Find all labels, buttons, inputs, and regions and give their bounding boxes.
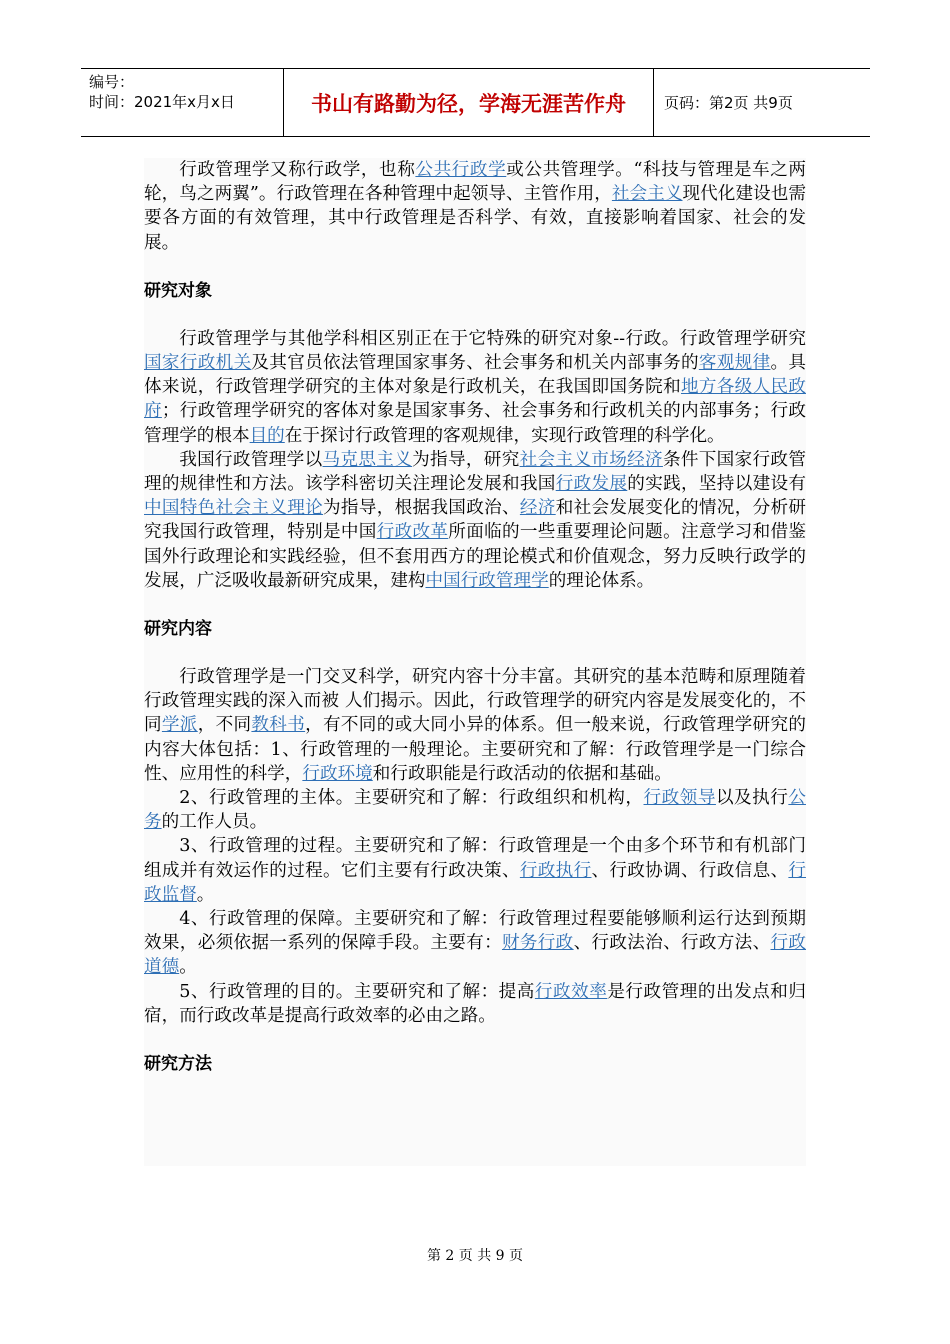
text-segment: 行政管理学又称行政学，也称 <box>179 160 416 180</box>
hyperlink[interactable]: 行政改革 <box>376 522 449 543</box>
hyperlink[interactable]: 行政执行 <box>519 860 592 881</box>
text-segment: 行政管理学是一门交叉科学，研究内容十分丰富。其研究的基本范畴和原理随着行政管理实践的深入而被 人们揭示。因此，行政管理学的研究内容是发展变化的，不同 <box>144 667 806 736</box>
text-segment: 。 <box>196 884 215 905</box>
text-segment: 的工作人员。 <box>161 812 268 833</box>
hyperlink[interactable]: 社会主义市场经济 <box>519 449 663 470</box>
hyperlink[interactable]: 财务行政 <box>501 933 574 954</box>
document-number-label: 编号： <box>89 73 135 91</box>
text-segment: 。具体来说，行政管理学研究的主体对象是行政机关，在我国即国务院和 <box>144 353 806 398</box>
paragraph-intro <box>144 158 806 255</box>
hyperlink[interactable]: 地方各级人民政府 <box>144 377 806 422</box>
paragraph-content-purpose <box>144 980 806 1028</box>
text-segment: 行政管理学与其他学科相区别正在于它特殊的研究对象--行政。行政管理学研究 <box>179 328 806 349</box>
text-segment: 的理论体系。 <box>548 570 655 591</box>
header-page-number: 页码：第2页 共9页 <box>664 94 793 112</box>
text-segment: 、行政协调、行政信息、 <box>591 860 789 881</box>
header-meta <box>81 69 284 136</box>
text-segment: 为指导，研究 <box>412 449 520 470</box>
hyperlink[interactable]: 社会主义 <box>611 184 683 205</box>
hyperlink[interactable]: 经济 <box>519 498 556 519</box>
paragraph-content-guarantee <box>144 907 806 980</box>
text-segment: 为指导，根据我国政治、 <box>323 498 520 519</box>
paragraph-research-object <box>144 327 806 448</box>
hyperlink[interactable]: 公共行政学 <box>415 160 507 180</box>
text-segment: ，不同 <box>197 715 252 736</box>
text-segment: 所面临的一些重要理论问题。注意学习和借鉴国外行政理论和实践经验，但不套用西方的理论模式和价值观念，努力反映行政学的发展，广泛吸收最新研究成果，建构 <box>144 522 806 591</box>
hyperlink[interactable]: 学派 <box>161 715 198 736</box>
heading-research-content: 研究内容 <box>144 619 212 640</box>
hyperlink[interactable]: 行政效率 <box>534 981 608 1002</box>
document-body <box>144 158 806 1166</box>
text-segment: 、行政法治、行政方法、 <box>573 933 771 954</box>
heading-research-object: 研究对象 <box>144 280 212 301</box>
page-header <box>81 68 870 137</box>
paragraph-content-process <box>144 834 806 907</box>
document-time-label: 时间：2021年x月x日 <box>89 93 235 111</box>
text-segment: 的实践，坚持以建设有 <box>627 474 806 495</box>
hyperlink[interactable]: 中国特色社会主义理论 <box>144 498 323 519</box>
hyperlink[interactable]: 行政发展 <box>555 474 628 495</box>
text-segment: ，有不同的或大同小异的体系。但一般来说，行政管理学研究的内容大体包括：1、行政管理的一般理论。主要研究和了解：行政管理学是一门综合性、应用性的科学， <box>144 715 806 784</box>
text-segment: 条件下国家行政管理的规律性和方法。该学科密切关注理论发展和我国 <box>144 449 806 495</box>
hyperlink[interactable]: 教科书 <box>251 715 306 736</box>
heading-research-method: 研究方法 <box>144 1054 212 1075</box>
text-segment: 我国行政管理学以 <box>179 449 323 470</box>
hyperlink[interactable]: 公务 <box>144 788 806 833</box>
text-segment: 2、行政管理的主体。主要研究和了解：行政组织和机构， <box>179 788 644 809</box>
hyperlink[interactable]: 中国行政管理学 <box>425 570 549 591</box>
text-segment: 或公共管理学。“科技与管理是车之两轮，鸟之两翼”。行政管理在各种管理中起领导、主管作用， <box>144 160 806 205</box>
hyperlink[interactable]: 行政道德 <box>144 933 806 978</box>
text-segment: 和社会发展变化的情况，分析研究我国行政管理，特别是中国 <box>144 498 806 543</box>
paragraph-research-content <box>144 665 806 786</box>
hyperlink[interactable]: 行政领导 <box>643 788 716 809</box>
hyperlink[interactable]: 客观规律 <box>698 353 771 374</box>
text-segment: 4、行政管理的保障。主要研究和了解：行政管理过程要能够顺利运行达到预期效果，必须依据一系列的保障手段。主要有： <box>144 909 806 954</box>
header-motto: 书山有路勤为径，学海无涯苦作舟 <box>284 69 654 136</box>
page-footer: 第 2 页 共 9 页 <box>426 1248 524 1264</box>
hyperlink[interactable]: 行政环境 <box>302 763 373 784</box>
hyperlink[interactable]: 国家行政机关 <box>144 353 252 374</box>
text-segment: 是行政管理的出发点和归宿，而行政改革是提高行政效率的必由之路。 <box>144 981 806 1026</box>
text-segment: 3、行政管理的过程。主要研究和了解：行政管理是一个由多个环节和有机部门组成并有效运作的过程。它们主要有行政决策、 <box>144 836 806 881</box>
text-segment: 及其官员依法管理国家事务、社会事务和机关内部事务的 <box>251 353 699 374</box>
text-segment: 5、行政管理的目的。主要研究和了解：提高 <box>179 981 535 1002</box>
hyperlink[interactable]: 马克思主义 <box>322 449 413 470</box>
paragraph-content-subject <box>144 786 806 834</box>
text-segment: ；行政管理学研究的客体对象是国家事务、社会事务和行政机关的内部事务；行政管理学的根本 <box>144 401 806 446</box>
text-segment: 和行政职能是行政活动的依据和基础。 <box>372 763 672 784</box>
text-segment: 以及执行 <box>715 788 789 809</box>
hyperlink[interactable]: 目的 <box>249 425 285 446</box>
text-segment: 在于探讨行政管理的客观规律，实现行政管理的科学化。 <box>284 425 725 446</box>
text-segment: 现代化建设也需要各方面的有效管理，其中行政管理是否科学、有效，直接影响着国家、社会的发展。 <box>144 184 806 253</box>
text-segment: 。 <box>179 957 197 978</box>
paragraph-research-guidance <box>144 448 806 593</box>
hyperlink[interactable]: 行政监督 <box>144 860 806 905</box>
